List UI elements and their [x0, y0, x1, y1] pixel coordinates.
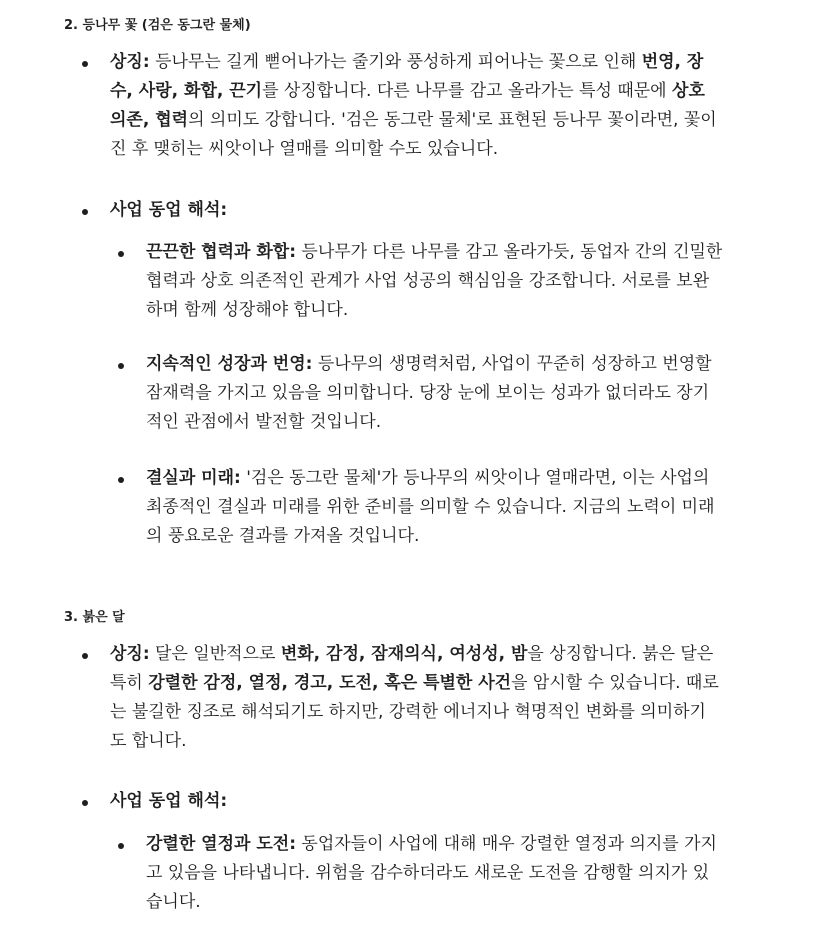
text-line: 진 후 맺히는 씨앗이나 열매를 의미할 수도 있습니다.: [110, 139, 499, 159]
text-line: 도 합니다.: [110, 731, 187, 751]
text-line: 하며 함께 성장해야 합니다.: [146, 300, 349, 320]
symbol-bullet-2: [110, 48, 770, 164]
bullet-icon: [82, 653, 88, 659]
text-line: 끈끈한 협력과 화합: 등나무가 다른 나무를 감고 올라가듯, 동업자 간의 긴밀한: [146, 242, 723, 262]
sub-item-growth: [146, 350, 778, 437]
section-heading-3: 3. 붉은 달: [64, 610, 125, 625]
bullet-icon: [118, 843, 124, 849]
bullet-icon: [82, 61, 88, 67]
text-line: 협력과 상호 의존적인 관계가 사업 성공의 핵심임을 강조합니다. 서로를 보완: [146, 271, 710, 291]
text-line: 결실과 미래: '검은 동그란 물체'가 등나무의 씨앗이나 열매라면, 이는 사업의: [146, 468, 710, 488]
text-line: 수, 사랑, 화합, 끈기를 상징합니다. 다른 나무를 감고 올라가는 특성 때문에 상호: [110, 81, 705, 101]
symbol-bullet-3: [110, 640, 770, 756]
business-bullet-3: [110, 787, 770, 816]
text-line: 상징: 등나무는 길게 뻗어나가는 줄기와 풍성하게 피어나는 꽃으로 인해 번영, 장: [110, 52, 704, 72]
text-line: 습니다.: [146, 892, 201, 912]
bullet-icon: [118, 477, 124, 483]
text-line: 최종적인 결실과 미래를 위한 준비를 의미할 수 있습니다. 지금의 노력이 미래: [146, 497, 715, 517]
bullet-icon: [118, 363, 124, 369]
text-line: 의 풍요로운 결과를 가져올 것입니다.: [146, 526, 420, 546]
text-line: 잠재력을 가지고 있음을 의미합니다. 당장 눈에 보이는 성과가 없더라도 장기: [146, 383, 710, 403]
text-line: 의존, 협력의 의미도 강합니다. '검은 동그란 물체'로 표현된 등나무 꽃이라면, 꽃이: [110, 110, 717, 130]
business-heading: 사업 동업 해석:: [110, 200, 228, 220]
business-heading: 사업 동업 해석:: [110, 791, 228, 811]
text-line: 는 불길한 징조로 해석되기도 하지만, 강력한 에너지나 혁명적인 변화를 의미하기: [110, 702, 706, 722]
bullet-icon: [82, 209, 88, 215]
text-line: 강렬한 열정과 도전: 동업자들이 사업에 대해 매우 강렬한 열정과 의지를 가지: [146, 834, 717, 854]
business-bullet-2: [110, 196, 770, 225]
section-heading-2: 2. 등나무 꽃 (검은 동그란 물체): [64, 18, 251, 33]
bullet-icon: [118, 251, 124, 257]
text-line: 적인 관점에서 발전할 것입니다.: [146, 412, 382, 432]
text-line: 상징: 달은 일반적으로 변화, 감정, 잠재의식, 여성성, 밤을 상징합니다. 붉은 달은: [110, 644, 714, 664]
sub-item-fruition: [146, 464, 778, 551]
text-line: 특히 강렬한 감정, 열정, 경고, 도전, 혹은 특별한 사건을 암시할 수 있습니다. 때로: [110, 673, 719, 693]
text-line: 고 있음을 나타냅니다. 위험을 감수하더라도 새로운 도전을 감행할 의지가 있: [146, 863, 710, 883]
sub-item-passion: [146, 830, 778, 917]
sub-item-cooperation: [146, 238, 778, 325]
bullet-icon: [82, 800, 88, 806]
text-line: 지속적인 성장과 번영: 등나무의 생명력처럼, 사업이 꾸준히 성장하고 번영할: [146, 354, 712, 374]
